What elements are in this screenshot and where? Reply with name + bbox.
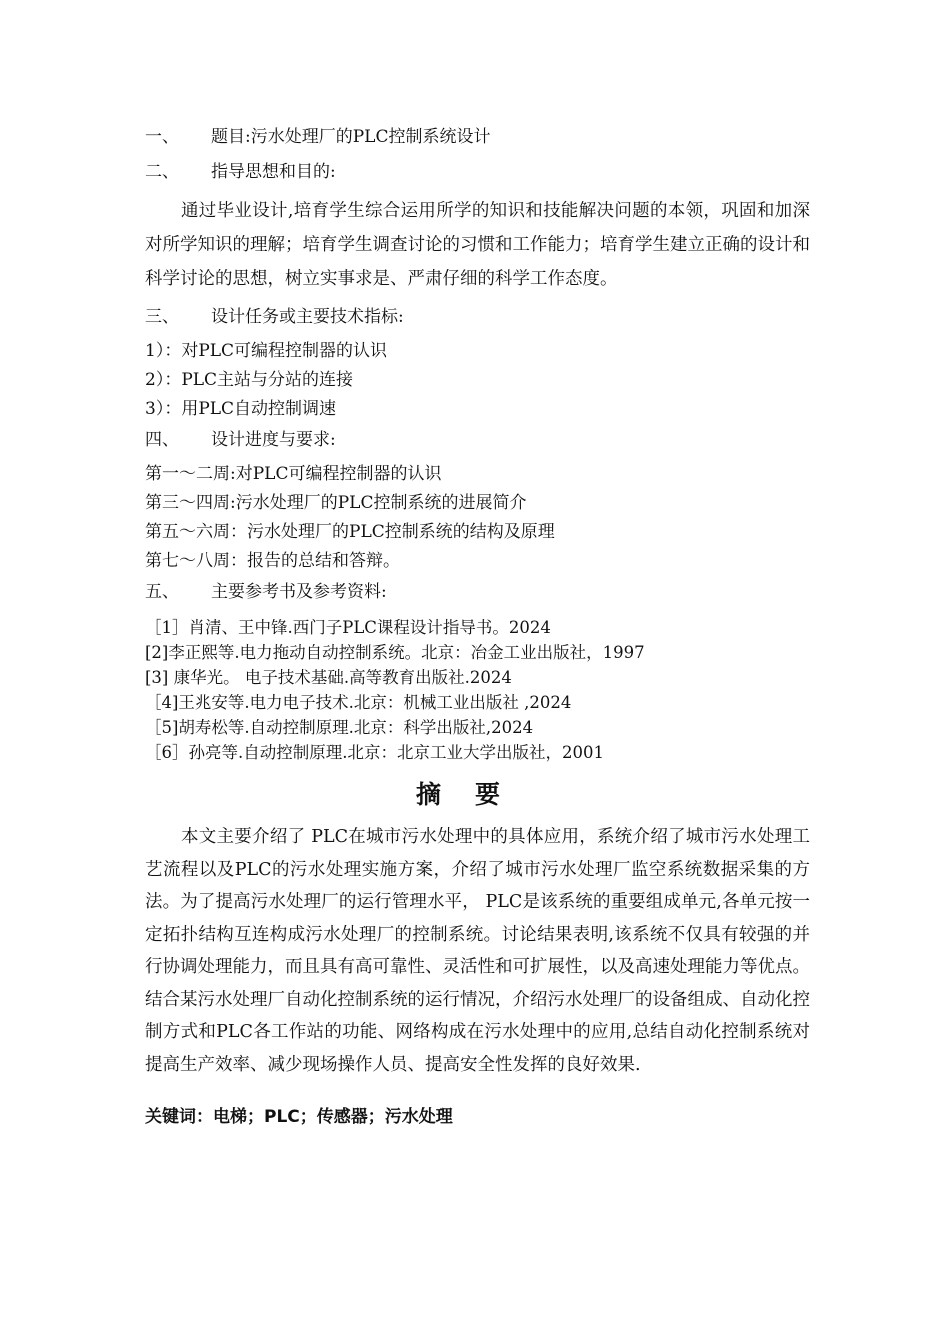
section-heading-2 bbox=[145, 161, 815, 183]
section-number: 四、 bbox=[145, 430, 179, 450]
section-title: 设计进度与要求: bbox=[211, 430, 336, 450]
reference-item: ［1］肖清、王中锋.西门子PLC课程设计指导书。2024 bbox=[145, 618, 551, 637]
schedule-item: 第五～六周：污水处理厂的PLC控制系统的结构及原理 bbox=[145, 522, 555, 542]
section-title: 主要参考书及参考资料: bbox=[211, 582, 387, 602]
task-item: 2）：PLC主站与分站的连接 bbox=[145, 370, 354, 390]
task-item: 1）：对PLC可编程控制器的认识 bbox=[145, 341, 388, 361]
section-number: 三、 bbox=[145, 307, 179, 327]
section-heading-1 bbox=[145, 126, 815, 148]
section-heading-5 bbox=[145, 581, 815, 603]
schedule-item: 第七～八周：报告的总结和答辩。 bbox=[145, 551, 400, 571]
section-title: 指导思想和目的: bbox=[211, 162, 336, 182]
schedule-item: 第三～四周:污水处理厂的PLC控制系统的进展简介 bbox=[145, 493, 527, 513]
reference-item: [3] 康华光。 电子技术基础.高等教育出版社.2024 bbox=[145, 668, 512, 687]
abstract-paragraph: 本文主要介绍了 PLC在城市污水处理中的具体应用，系统介绍了城市污水处理工艺流程以及PLC的污水处理实施方案，介绍了城市污水处理厂监空系统数据采集的方法。为了提高污水处理厂的运行管理水平， PLC是该系统的重要组成单元,各单元按一定拓扑结构互连构成污水处理厂的控制系统。讨论结果表明,该系统不仅具有较强的并行协调处理能力，而且具有高可靠性、灵活性和可扩展性，以及高速处理能力等优点。结合某污水处理厂自动化控制系统的运行情况，介绍污水处理厂的设备组成、自动化控制方式和PLC各工作站的功能、网络构成在污水处理中的应用,总结自动化控制系统对提高生产效率、减少现场操作人员、提高安全性发挥的良好效果. bbox=[145, 827, 810, 1075]
section-number: 二、 bbox=[145, 162, 179, 182]
reference-item: ［4]王兆安等.电力电子技术.北京：机械工业出版社 ,2024 bbox=[145, 693, 572, 712]
schedule-item: 第一～二周:对PLC可编程控制器的认识 bbox=[145, 464, 442, 484]
section-title: 题目:污水处理厂的PLC控制系统设计 bbox=[211, 127, 491, 147]
abstract-title: 摘要 bbox=[415, 780, 534, 809]
section-number: 一、 bbox=[145, 127, 179, 147]
section-heading-3 bbox=[145, 306, 815, 328]
section-number: 五、 bbox=[145, 582, 179, 602]
section-title: 设计任务或主要技术指标: bbox=[211, 307, 404, 327]
reference-item: ［5]胡寿松等.自动控制原理.北京：科学出版社,2024 bbox=[145, 718, 534, 737]
task-item: 3）：用PLC自动控制调速 bbox=[145, 399, 337, 419]
reference-item: [2]李正熙等.电力拖动自动控制系统。北京：冶金工业出版社，1997 bbox=[145, 643, 645, 662]
keywords-line: 关键词：电梯；PLC；传感器；污水处理 bbox=[145, 1107, 453, 1127]
purpose-paragraph: 通过毕业设计,培育学生综合运用所学的知识和技能解决问题的本领，巩固和加深对所学知识的理解；培育学生调查讨论的习惯和工作能力；培育学生建立正确的设计和科学讨论的思想，树立实事求是、严肃仔细的科学工作态度。 bbox=[145, 201, 810, 289]
reference-item: ［6］孙亮等.自动控制原理.北京：北京工业大学出版社，2001 bbox=[145, 743, 604, 762]
section-heading-4 bbox=[145, 429, 815, 451]
